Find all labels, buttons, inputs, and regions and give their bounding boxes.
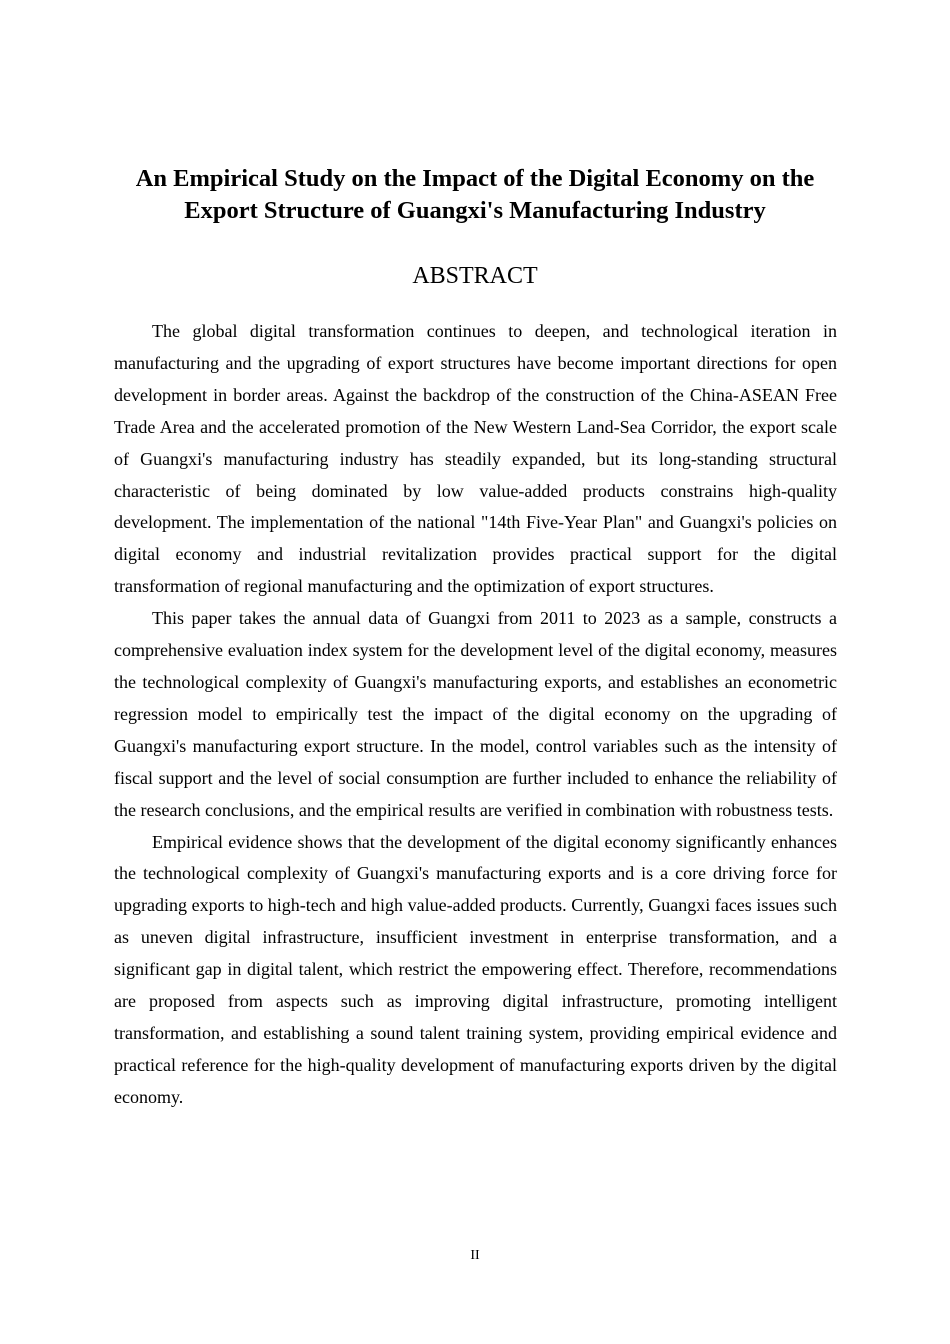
abstract-heading: ABSTRACT (412, 263, 538, 289)
abstract-paragraph: This paper takes the annual data of Guangxi from 2011 to 2023 as a sample, constructs a comprehensive evaluation index system for the development level of the digital economy, measures the technological complexity of Guangxi's manufacturing exports, and establishes an econometric regression model to empirically test the impact of the digital economy on the upgrading of Guangxi's manufacturing export structure. In the model, control variables such as the intensity of fiscal support and the level of social consumption are further included to enhance the reliability of the research conclusions, and the empirical results are verified in combination with robustness tests. (114, 608, 837, 820)
abstract-body (114, 316, 837, 1114)
document-title: An Empirical Study on the Impact of the Digital Economy on the Export Structure of Guangxi's Manufacturing Industry (135, 165, 815, 224)
page-number: II (470, 1248, 480, 1263)
abstract-paragraph: The global digital transformation continues to deepen, and technological iteration in manufacturing and the upgrading of export structures have become important directions for open development in border areas. Against the backdrop of the construction of the China-ASEAN Free Trade Area and the accelerated promotion of the New Western Land-Sea Corridor, the export scale of Guangxi's manufacturing industry has steadily expanded, but its long-standing structural characteristic of being dominated by low value-added products constrains high-quality development. The implementation of the national "14th Five-Year Plan" and Guangxi's policies on digital economy and industrial revitalization provides practical support for the digital transformation of regional manufacturing and the optimization of export structures. (114, 321, 837, 597)
abstract-paragraph: Empirical evidence shows that the development of the digital economy significantly enhances the technological complexity of Guangxi's manufacturing exports and is a core driving force for upgrading exports to high-tech and high value-added products. Currently, Guangxi faces issues such as uneven digital infrastructure, insufficient investment in enterprise transformation, and a significant gap in digital talent, which restrict the empowering effect. Therefore, recommendations are proposed from aspects such as improving digital infrastructure, promoting intelligent transformation, and establishing a sound talent training system, providing empirical evidence and practical reference for the high-quality development of manufacturing exports driven by the digital economy. (114, 831, 837, 1107)
